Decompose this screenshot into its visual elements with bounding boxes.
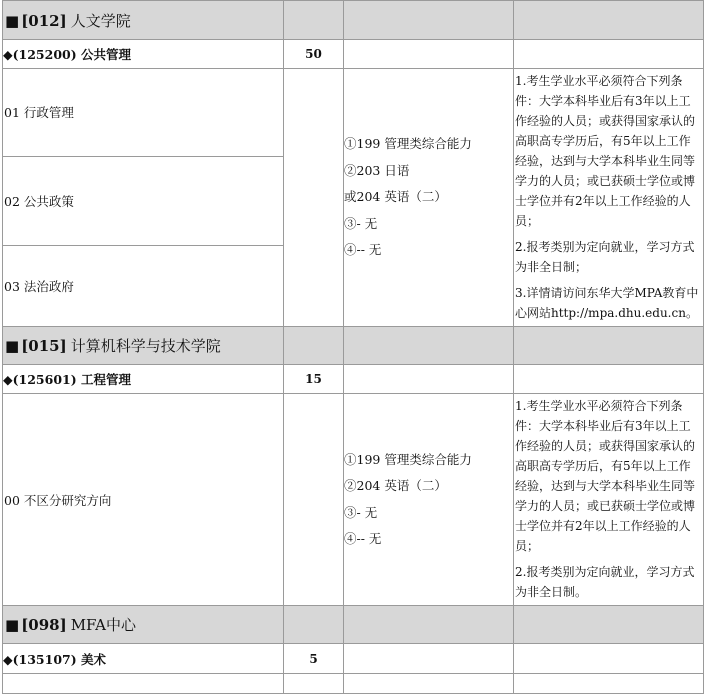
exam-subjects	[344, 394, 514, 606]
note-paragraph: 1.考生学业水平必须符合下列条件：大学本科毕业后有3年以上工作经验的人员；或获得国家承认的高职高专学历后，有5年以上工作经验，达到与大学本科毕业生同等学力的人员；或已获硕士学位或博士学位并有2年以上工作经验的人员；	[515, 399, 696, 553]
major-row	[3, 644, 704, 674]
quota-cell: 50	[284, 40, 344, 69]
college-code: [015]	[21, 337, 67, 355]
direction-cell: 00 不区分研究方向	[3, 394, 284, 606]
diamond-icon: ◆	[3, 47, 13, 62]
college-title	[3, 606, 284, 644]
direction-cell: 01 行政管理	[3, 69, 284, 157]
note-paragraph: 2.报考类别为定向就业，学习方式为非全日制。	[515, 565, 695, 599]
quota-cell: 15	[284, 365, 344, 394]
college-name: MFA中心	[70, 616, 136, 634]
major-code: (135107)	[12, 651, 77, 667]
diamond-icon: ◆	[3, 651, 13, 667]
direction-row	[3, 69, 704, 157]
college-header-row	[3, 1, 704, 40]
college-title	[3, 1, 284, 40]
note-paragraph: 1.考生学业水平必须符合下列条件：大学本科毕业后有3年以上工作经验的人员；或获得国家承认的高职高专学历后，有5年以上工作经验，达到与大学本科毕业生同等学力的人员；或已获硕士学位或博士学位并有2年以上工作经验的人员；	[515, 74, 696, 228]
college-title	[3, 327, 284, 365]
major-cell	[3, 644, 284, 674]
major-cell	[3, 365, 284, 394]
square-icon: ■	[5, 11, 20, 30]
college-name: 计算机科学与技术学院	[70, 337, 221, 355]
major-row	[3, 365, 704, 394]
exam-line: ④-- 无	[344, 531, 382, 546]
exam-subjects	[344, 69, 514, 327]
note-paragraph: 3.详情请访问东华大学MPA教育中心网站http://mpa.dhu.edu.cn。	[515, 286, 699, 320]
exam-line: ③- 无	[344, 215, 378, 231]
college-code: [098]	[21, 616, 67, 634]
major-code: (125200)	[12, 47, 77, 62]
major-name: 美术	[81, 651, 107, 667]
college-name: 人文学院	[70, 11, 131, 30]
direction-cell: 02 公共政策	[3, 156, 284, 245]
major-cell	[3, 40, 284, 69]
note-paragraph: 2.报考类别为定向就业，学习方式为非全日制；	[515, 240, 695, 274]
major-name: 公共管理	[81, 47, 132, 62]
major-name: 工程管理	[81, 372, 132, 387]
enrollment-table	[2, 0, 704, 694]
exam-line: 或204 英语（二）	[344, 189, 447, 205]
college-code: [012]	[21, 11, 67, 30]
diamond-icon: ◆	[3, 372, 13, 387]
exam-line: ①199 管理类综合能力	[344, 451, 472, 467]
exam-line: ②203 日语	[344, 162, 410, 178]
square-icon: ■	[5, 616, 20, 634]
exam-line: ③- 无	[344, 504, 378, 520]
quota-cell: 5	[284, 644, 344, 674]
exam-line: ②204 英语（二）	[344, 478, 447, 493]
exam-line: ①199 管理类综合能力	[344, 136, 472, 152]
direction-row	[3, 394, 704, 606]
college-header-row	[3, 327, 704, 365]
notes-cell	[514, 69, 704, 327]
direction-cell: 03 法治政府	[3, 245, 284, 326]
square-icon: ■	[5, 337, 20, 355]
exam-line: ④-- 无	[344, 242, 382, 258]
direction-row	[3, 674, 704, 694]
college-header-row	[3, 606, 704, 644]
major-row	[3, 40, 704, 69]
major-code: (125601)	[12, 372, 77, 387]
notes-cell	[514, 394, 704, 606]
